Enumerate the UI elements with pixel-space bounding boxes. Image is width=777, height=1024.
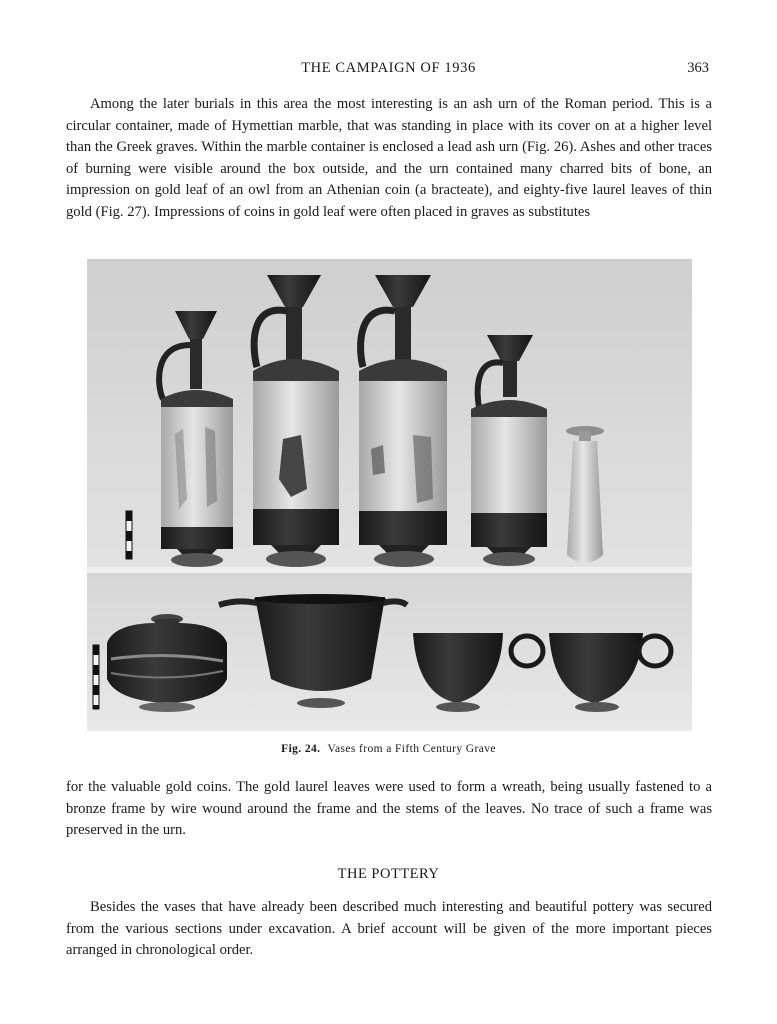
figure-photo-vases: [87, 259, 692, 731]
running-head: [0, 60, 777, 80]
scale-bar-bottom: [93, 645, 99, 709]
body-paragraph-3: Besides the vases that have already been described much interesting and beautiful pottery was secured from the various sections under excavation. A brief account will be given of the more important pieces arranged in chronological order.: [66, 899, 712, 959]
body-paragraph-2: for the valuable gold coins. The gold laurel leaves were used to form a wreath, being usually fastened to a bronze frame by wire wound around the frame and the stems of the leaves. No trace of such a frame was preserved in the urn.: [66, 779, 712, 839]
running-title: THE CAMPAIGN OF 1936: [301, 60, 476, 76]
vases-photograph: [87, 259, 692, 731]
figure-label: Fig. 24.: [281, 743, 321, 755]
figure-caption: [0, 743, 777, 755]
page-number: 363: [687, 60, 709, 76]
scale-bar-top: [126, 511, 132, 559]
figure-caption-text: Vases from a Fifth Century Grave: [327, 743, 496, 755]
body-paragraph-1: Among the later burials in this area the most interesting is an ash urn of the Roman period. This is a circular container, made of Hymettian marble, that was standing in place with its cover on at a higher level than the Greek graves. Within the marble container is enclosed a lead ash urn (Fig. 26). Ashes and other traces of burning were visible around the box outside, and the urn contained many charred bits of bone, an impression on gold leaf of an owl from an Athenian coin (a bracteate), and eighty-five laurel leaves of thin gold (Fig. 27). Impressions of coins in gold leaf were often placed in graves as substitutes: [66, 96, 712, 220]
section-heading: THE POTTERY: [337, 866, 440, 882]
